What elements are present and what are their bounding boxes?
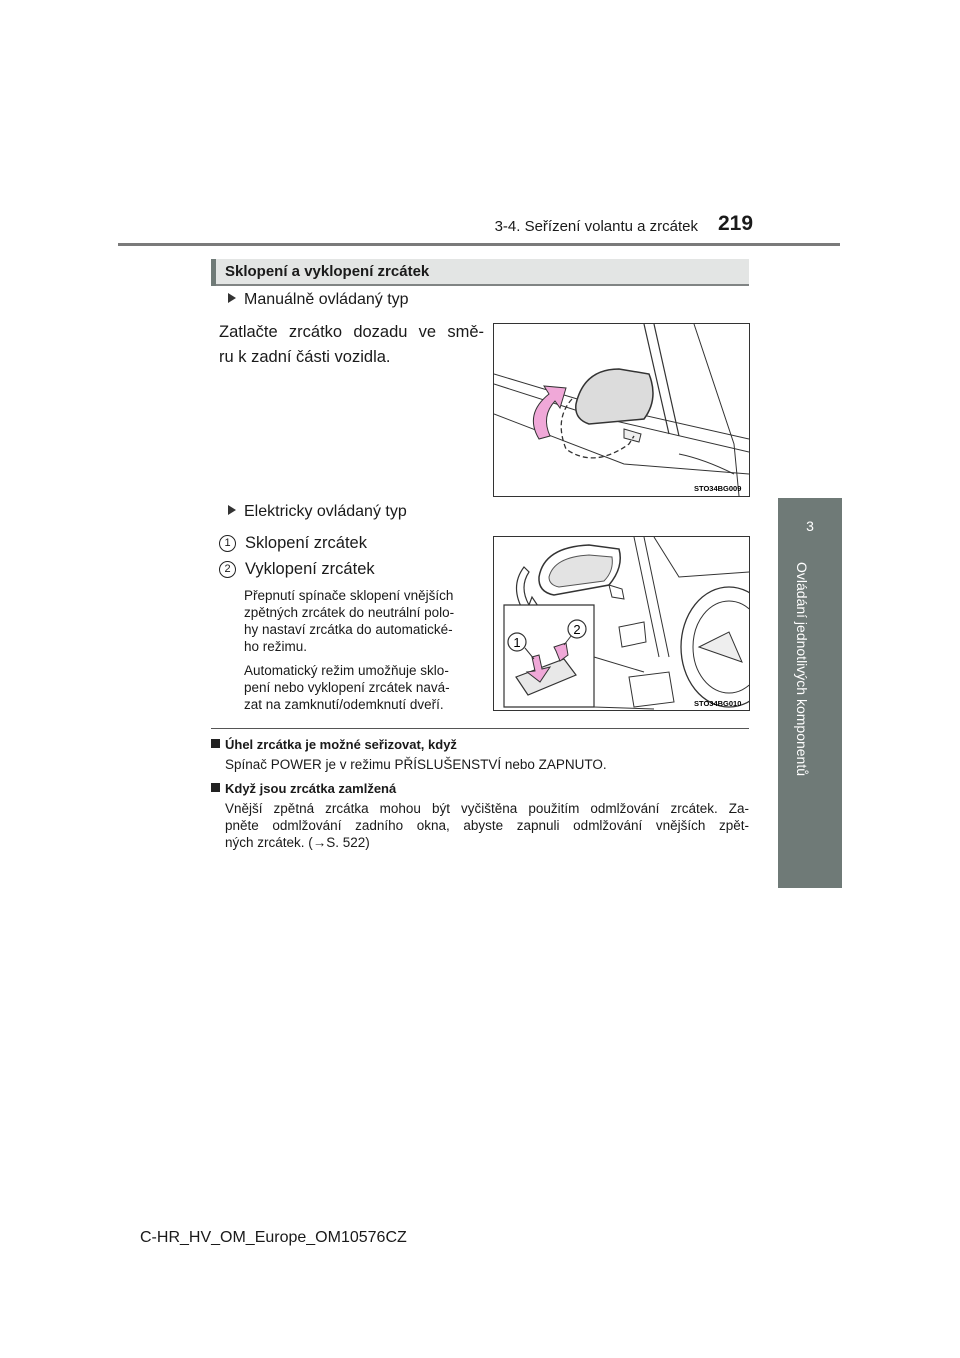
header-rule [118, 243, 840, 246]
note2-line: zat na zamknutí/odemknutí dveří. [244, 697, 444, 712]
figure-manual-mirror [493, 323, 750, 497]
chapter-number: 3 [806, 518, 814, 534]
note2-line: pení nebo vyklopení zrcátek navá- [244, 680, 450, 695]
note-2-body [225, 800, 749, 851]
note-heading-1-text: Úhel zrcátka je možné seřizovat, když [225, 737, 457, 752]
manual-mirror-illustration [494, 324, 749, 496]
note-1-line: Spínač POWER je v režimu PŘÍSLUŠENSTVÍ nebo ZAPNUTO. [225, 757, 607, 772]
chapter-tab-bar [778, 558, 842, 888]
note1-line: ho režimu. [244, 639, 308, 654]
triangle-bullet-icon [228, 505, 236, 515]
figure-caption-1: STO34BG009 [694, 484, 742, 493]
electric-type-heading [228, 503, 407, 521]
page-number: 219 [718, 212, 754, 235]
electric-item-1-label: Sklopení zrcátek [245, 534, 367, 552]
note1-line: zpětných zrcátek do neutrální polo- [244, 605, 455, 620]
manual-type-heading-text: Manuálně ovládaný typ [244, 291, 409, 308]
callout-1-label: 1 [513, 635, 521, 650]
note-2-line: ných zrcátek. (→S. 522) [225, 835, 370, 850]
electric-note-2 [244, 662, 484, 713]
note-block-2 [211, 781, 749, 851]
note-block-1 [211, 737, 749, 773]
note-2-line: Vnější zpětná zrcátka mohou být vyčištěna použitím odmlžování zrcátek. Za- [225, 801, 749, 816]
notes-divider [211, 728, 749, 729]
electric-type-heading-text: Elektricky ovládaný typ [244, 503, 407, 520]
note1-line: Přepnutí spínače sklopení vnějších [244, 588, 454, 603]
electric-note-1 [244, 587, 484, 655]
electric-item-1 [219, 531, 367, 556]
footer-doc-id: C-HR_HV_OM_Europe_OM10576CZ [140, 1229, 407, 1246]
note2-line: Automatický režim umožňuje sklo- [244, 663, 449, 678]
callout-2-label: 2 [573, 622, 581, 637]
note-2-line: pněte odmlžování zadního okna, abyste zapnuli odmlžování vnějších zpět- [225, 818, 749, 833]
electric-mirror-illustration [494, 537, 749, 710]
note-heading-2 [211, 781, 749, 796]
callout-number-1: 1 [219, 535, 236, 552]
figure-electric-mirror [493, 536, 750, 711]
manual-line-2: ru k zadní části vozidla. [219, 348, 391, 366]
electric-item-2-label: Vyklopení zrcátek [245, 560, 375, 578]
figure-caption-2: STO34BG010 [694, 699, 742, 708]
square-bullet-icon [211, 783, 220, 792]
chapter-label: Ovládání jednotlivých komponentů [794, 562, 810, 777]
callout-number-2: 2 [219, 561, 236, 578]
manual-type-heading [228, 291, 409, 309]
manual-line-1: Zatlačte zrcátko dozadu ve smě- [219, 323, 484, 341]
electric-item-2 [219, 557, 375, 582]
note-heading-1 [211, 737, 749, 752]
section-title: Sklopení a vyklopení zrcátek [225, 263, 430, 280]
section-title-bar [211, 259, 749, 286]
note-heading-2-text: Když jsou zrcátka zamlžená [225, 781, 397, 796]
manual-instructions [219, 320, 484, 370]
triangle-bullet-icon [228, 293, 236, 303]
header-section-title: 3-4. Seřízení volantu a zrcátek [494, 218, 698, 235]
note1-line: hy nastaví zrcátka do automatické- [244, 622, 453, 637]
section-title-accent [211, 259, 216, 286]
square-bullet-icon [211, 739, 220, 748]
